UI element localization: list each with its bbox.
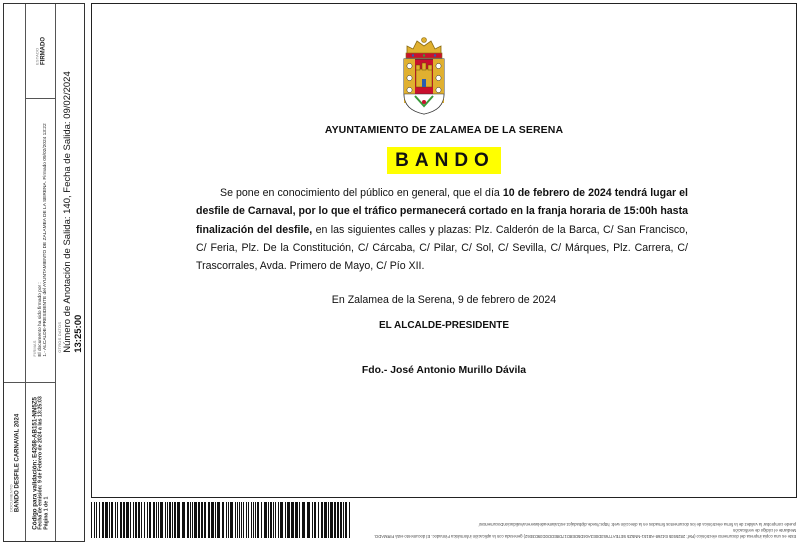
barcode-bar <box>257 502 259 538</box>
barcode-bar <box>204 502 206 538</box>
barcode-bar <box>153 502 155 538</box>
barcode-bar <box>246 502 247 538</box>
barcode-bar <box>295 502 298 538</box>
barcode-bar <box>167 502 168 538</box>
barcode-bar <box>217 502 220 538</box>
title-wrap <box>92 147 796 174</box>
barcode-bar <box>235 502 236 538</box>
barcode-bar <box>302 502 305 538</box>
announcement-body <box>196 184 688 275</box>
barcode-bar <box>222 502 224 538</box>
barcode-bar <box>291 502 294 538</box>
estado-label: ESTADO <box>33 47 39 65</box>
barcode-bar <box>105 502 108 538</box>
barcode-bar <box>147 502 148 538</box>
barcode-bar <box>330 502 333 538</box>
organization-name: AYUNTAMIENTO DE ZALAMEA DE LA SERENA <box>324 124 564 136</box>
firmas-text-2: 1.- ALCALDE-PRESIDENTE del AYUNTAMIENTO DE ZALAMEA DE LA SERENA. Firmado 09/02/2024 13:22 <box>42 123 48 357</box>
barcode-bar <box>241 502 242 538</box>
barcode-bar <box>198 502 200 538</box>
barcode-bar <box>211 502 214 538</box>
barcode-bar <box>160 502 163 538</box>
barcode-bar <box>201 502 203 538</box>
emission-date: Fecha de emisión: 9 de Febrero de 2024 a las 13:25:03 <box>37 395 44 530</box>
barcode-bar <box>109 502 110 538</box>
barcode-bar <box>349 502 350 538</box>
body-text-bold: 10 de febrero de 2024 tendrá lugar el desfile de Carnaval, por lo que el tráfico permanecerá cortado en la franja horaria de 15:00h hasta finalización del desfile, <box>196 187 688 236</box>
barcode-bar <box>138 502 140 538</box>
documento-label: DOCUMENTO <box>7 483 13 512</box>
estado-value: FIRMADO <box>39 37 46 65</box>
barcode-bar <box>194 502 197 538</box>
strip-column-documento <box>4 4 26 541</box>
barcode-bar <box>158 502 159 538</box>
barcode-bar <box>141 502 142 538</box>
barcode-bar <box>343 502 344 538</box>
strip-column-firmas <box>26 4 56 541</box>
barcode-bar <box>169 502 171 538</box>
validation-code: Código para validación: E4268-AB151-NN5Z5 <box>30 396 38 530</box>
barcode-bar <box>156 502 157 538</box>
barcode-bar <box>261 502 262 538</box>
barcode-bar <box>174 502 176 538</box>
outgoing-entry-number: Número de Anotación de Salida: 140, Fecha de Salida: 09/02/2024 <box>61 71 73 353</box>
barcode-bar <box>228 502 229 538</box>
barcode-bar <box>94 502 95 538</box>
barcode-bar <box>177 502 180 538</box>
barcode-bar <box>117 502 118 538</box>
coat-of-arms-icon <box>401 36 447 116</box>
barcode-bar <box>280 502 283 538</box>
barcode-bar <box>253 502 254 538</box>
barcode-bar <box>243 502 244 538</box>
barcode-bar <box>130 502 131 538</box>
barcode-bar <box>144 502 145 538</box>
barcode-bar <box>345 502 347 538</box>
barcode-bar <box>187 502 189 538</box>
firmas-label: FIRMAS <box>31 340 37 357</box>
body-text-1: Se pone en conocimiento del público en general, que el día <box>220 187 503 199</box>
barcode-bar <box>248 502 249 538</box>
barcode-bar <box>275 502 276 538</box>
document-title: BANDO <box>387 147 501 174</box>
verification-line-1: Este es una copia impresa del documento electrónico (Ref: 2825935 E4268-AB151-NN5Z5 5E7EA77653D0E3A04D5DE8D17D8EDD0D39D3E62) generada con la aplicación informática Firmadoc. El documento está FIRMADO. Mediante el código de verificación <box>373 527 796 539</box>
signer-name: Fdo.- José Antonio Murillo Dávila <box>361 365 527 376</box>
barcode-bar <box>340 502 342 538</box>
barcode-bar <box>255 502 256 538</box>
barcode-bar <box>314 502 316 538</box>
barcode-bar <box>273 502 274 538</box>
strip-column-otros <box>56 4 86 541</box>
firmas-text-1: El documento ha sido firmado por : <box>37 282 43 357</box>
document-frame <box>91 3 797 498</box>
barcode-bar <box>133 502 134 538</box>
documento-value: BANDO DESFILE CARNAVAL 2024 <box>13 413 20 512</box>
place-and-date: En Zalamea de la Serena, 9 de febrero de 2024 <box>331 294 557 306</box>
barcode-bar <box>182 502 185 538</box>
barcode-bar <box>115 502 116 538</box>
barcode-bar <box>285 502 286 538</box>
barcode-bar <box>192 502 193 538</box>
barcode-bar <box>165 502 166 538</box>
barcode-bar <box>111 502 113 538</box>
barcode-bar <box>278 502 279 538</box>
barcode-bar <box>324 502 327 538</box>
barcode-bar <box>123 502 125 538</box>
barcode-bar <box>190 502 191 538</box>
barcode-bar <box>334 502 336 538</box>
barcode-bar <box>237 502 238 538</box>
verification-line-2: puede comprobar la validez de la firma electrónica de los documentos firmados en la dirección web: https://sede.dipbadajoz.es/zalameadelaserena/validacionDocumentos/ <box>478 521 796 527</box>
registry-strip <box>3 3 85 542</box>
barcode-bar <box>149 502 151 538</box>
barcode-bar <box>328 502 329 538</box>
barcode-bar <box>102 502 104 538</box>
signer-role: EL ALCALDE-PRESIDENTE <box>378 320 509 331</box>
barcode-bar <box>307 502 310 538</box>
barcode-bar <box>239 502 240 538</box>
barcode-bar <box>230 502 233 538</box>
barcode-bar <box>270 502 272 538</box>
barcode-bar <box>91 502 92 538</box>
otros-label: OTROS DATOS <box>56 321 62 353</box>
page-count: Página 1 de 1 <box>43 496 50 530</box>
barcode-bar <box>268 502 269 538</box>
barcode-bar <box>312 502 313 538</box>
barcode-bar <box>135 502 137 538</box>
verification-notice <box>356 503 796 539</box>
barcode-bar <box>99 502 100 538</box>
barcode-bar <box>208 502 210 538</box>
barcode-bar <box>96 502 97 538</box>
barcode-bar <box>172 502 173 538</box>
barcode-bar <box>251 502 252 538</box>
barcode-bar <box>264 502 267 538</box>
barcode-bar <box>299 502 300 538</box>
barcode-bar <box>337 502 339 538</box>
barcode-bar <box>321 502 323 538</box>
barcode-bar <box>126 502 129 538</box>
barcode-bar <box>318 502 319 538</box>
barcode-bar <box>215 502 216 538</box>
barcode-bar <box>226 502 227 538</box>
outgoing-entry-time: 13:25:00 <box>72 314 84 353</box>
barcode-bar <box>120 502 122 538</box>
body-text-2: en las siguientes calles y plazas: Plz. Calderón de la Barca, C/ San Francisco, C/ Feria, Plz. De la Constitución, C/ Cárcaba, C/ Pilar, C/ Sol, C/ Sevilla, C/ Márques, Plz. Carrera, C/ Trascorrales, Avda. Primero de Mayo, C/ Pío XII. <box>196 223 688 273</box>
barcode-bar <box>287 502 290 538</box>
barcode-icon <box>90 502 352 538</box>
